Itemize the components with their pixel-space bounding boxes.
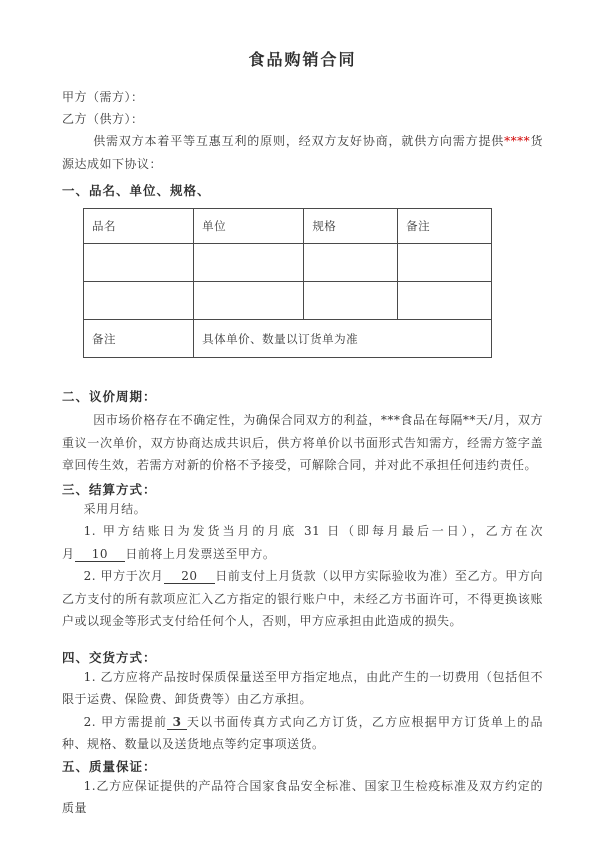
column-header-spec: 规格	[304, 209, 398, 244]
table-cell-empty	[304, 282, 398, 320]
section-5-heading: 五、质量保证：	[62, 758, 157, 774]
note-value-cell: 具体单价、数量以订货单为准	[194, 320, 492, 358]
table-cell-empty	[398, 282, 492, 320]
document-title: 食品购销合同	[248, 50, 357, 69]
table-cell-empty	[398, 244, 492, 282]
section-3-paragraph-2	[62, 520, 543, 565]
column-header-note: 备注	[398, 209, 492, 244]
table-cell-empty	[304, 244, 398, 282]
text-segment: 2. 甲方于次月	[83, 569, 164, 583]
column-header-name: 品名	[84, 209, 194, 244]
table-header-row	[84, 209, 492, 244]
section-3-paragraph-3	[62, 565, 543, 633]
text-segment: 2. 甲方需提前	[83, 714, 168, 729]
product-table	[83, 208, 492, 358]
text-segment: 日前支付上月货款（以甲方实际验收为准）至乙方。甲方向乙方支付的所有款项应汇入乙方指定的银行账户中，未经乙方书面许可，不得更换该账户或以现金等形式支付给任何个人，否则，甲方应承担由此造成的损失。	[62, 569, 543, 628]
table-row	[84, 244, 492, 282]
text-segment: 供需双方本着平等互惠互利的原则，经双方友好协商，就供方向需方提供	[93, 134, 505, 148]
column-header-unit: 单位	[194, 209, 304, 244]
table-note-row	[84, 320, 492, 358]
table-row	[84, 282, 492, 320]
text-segment: 货源达成如下协议：	[62, 134, 543, 171]
table-cell-empty	[84, 244, 194, 282]
section-4-paragraph-1: 1. 乙方应将产品按时保质保量送至甲方指定地点，由此产生的一切费用（包括但不限于运费、保险费、卸货费等）由乙方承担。	[62, 669, 543, 706]
text-segment-bu: 3	[167, 714, 187, 729]
intro-paragraph	[62, 130, 543, 175]
text-segment-u: 20	[163, 569, 216, 583]
section-4-heading: 四、交货方式：	[62, 649, 157, 665]
section-2-paragraph: 因市场价格存在不确定性，为确保合同双方的利益，***食品在每隔**天/月，双方重议一次单价，双方协商达成共识后，供方将单价以书面形式告知需方，经需方签字盖章回传生效，若需方对新的价格不予接受，可解除合同，并对此不承担任何违约责任。	[62, 413, 543, 472]
text-segment: 天以书面传真方式向乙方订货，乙方应根据甲方订货单上的品种、规格、数量以及送货地点等约定事项送货。	[62, 714, 543, 751]
section-3-heading: 三、结算方式：	[62, 481, 157, 497]
section-5-paragraph-1: 1.乙方应保证提供的产品符合国家食品安全标准、国家卫生检疫标准及双方约定的质量	[62, 778, 543, 815]
party-a-line: 甲方（需方）：	[62, 90, 144, 104]
section-4-paragraph-2	[62, 711, 543, 756]
text-segment-u: 10	[74, 546, 126, 561]
table-cell-empty	[84, 282, 194, 320]
text-segment: 1. 甲方结账日为发货当月的月底 31 日（即每月最后一日），乙方在次月	[62, 524, 543, 561]
note-label-cell: 备注	[84, 320, 194, 358]
table-cell-empty	[194, 244, 304, 282]
text-segment: 日前将上月发票送至甲方。	[125, 546, 276, 561]
party-b-line: 乙方（供方）：	[62, 112, 144, 126]
section-2-heading: 二、议价周期：	[62, 389, 157, 404]
section-1-heading: 一、品名、单位、规格、	[62, 183, 211, 198]
section-3-paragraph-1: 采用月结。	[83, 501, 147, 516]
table-cell-empty	[194, 282, 304, 320]
text-segment-red: ****	[504, 134, 531, 148]
